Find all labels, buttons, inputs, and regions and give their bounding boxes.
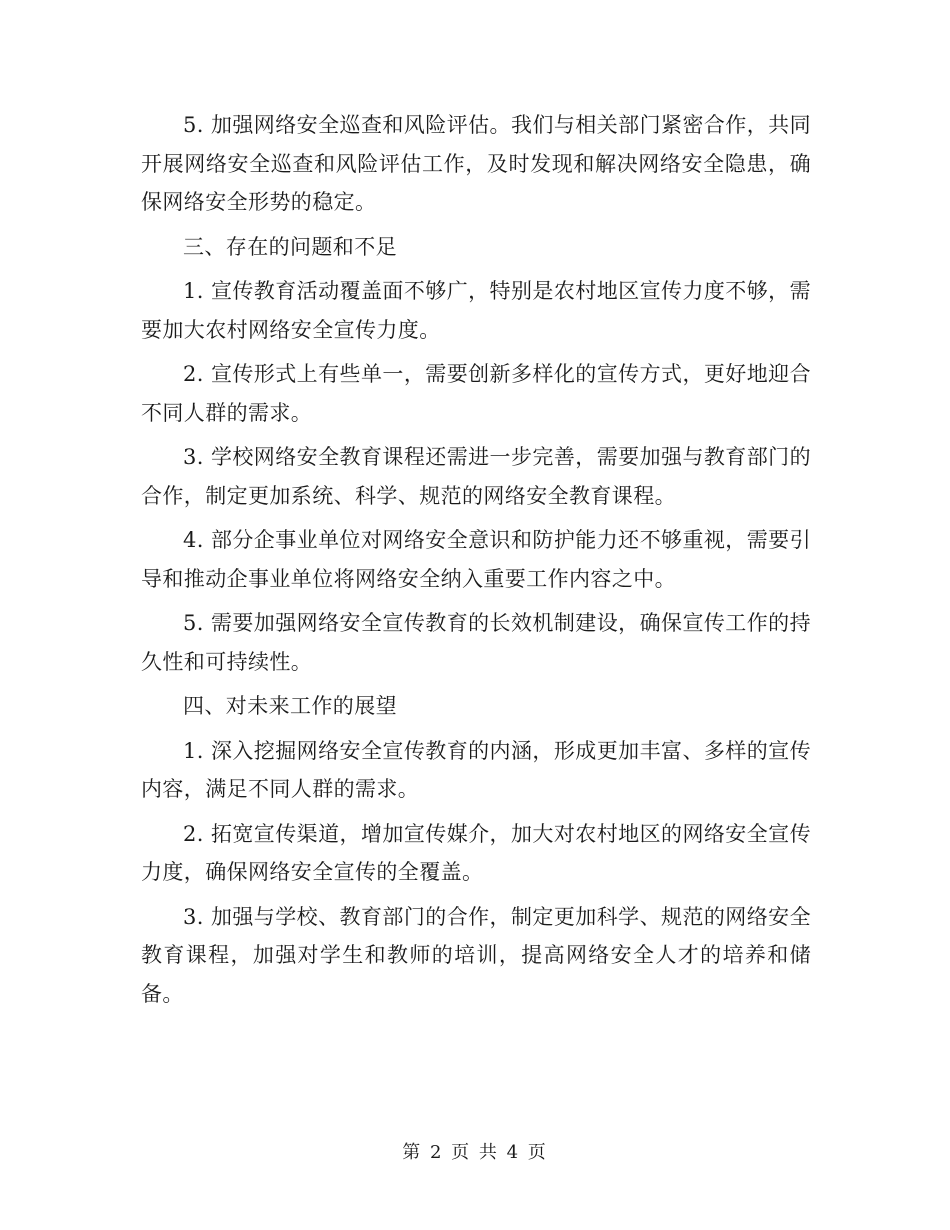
- paragraph-problem-4: 4. 部分企事业单位对网络安全意识和防护能力还不够重视，需要引导和推动企事业单位将网络安全纳入重要工作内容之中。: [141, 528, 811, 591]
- paragraph-item-5-inspection: 5. 加强网络安全巡查和风险评估。我们与相关部门紧密合作，共同开展网络安全巡查和风险评估工作，及时发现和解决网络安全隐患，确保网络安全形势的稳定。: [141, 113, 811, 214]
- page-number-footer: 第 2 页 共 4 页: [402, 1142, 548, 1163]
- paragraph-problem-5: 5. 需要加强网络安全宣传教育的长效机制建设，确保宣传工作的持久性和可持续性。: [141, 611, 811, 674]
- paragraph-problem-2: 2. 宣传形式上有些单一，需要创新多样化的宣传方式，更好地迎合不同人群的需求。: [141, 362, 811, 425]
- section-heading-problems: 三、存在的问题和不足: [183, 234, 397, 259]
- section-heading-outlook: 四、对未来工作的展望: [183, 694, 397, 718]
- paragraph-problem-3: 3. 学校网络安全教育课程还需进一步完善，需要加强与教育部门的合作，制定更加系统、科学、规范的网络安全教育课程。: [141, 445, 811, 508]
- paragraph-outlook-3: 3. 加强与学校、教育部门的合作，制定更加科学、规范的网络安全教育课程，加强对学生和教师的培训，提高网络安全人才的培养和储备。: [141, 904, 811, 1006]
- paragraph-outlook-1: 1. 深入挖掘网络安全宣传教育的内涵，形成更加丰富、多样的宣传内容，满足不同人群的需求。: [141, 738, 811, 801]
- document-body: [141, 106, 811, 1019]
- paragraph-outlook-2: 2. 拓宽宣传渠道，增加宣传媒介，加大对农村地区的网络安全宣传力度，确保网络安全宣传的全覆盖。: [141, 821, 811, 884]
- paragraph-problem-1: 1. 宣传教育活动覆盖面不够广，特别是农村地区宣传力度不够，需要加大农村网络安全宣传力度。: [141, 279, 811, 342]
